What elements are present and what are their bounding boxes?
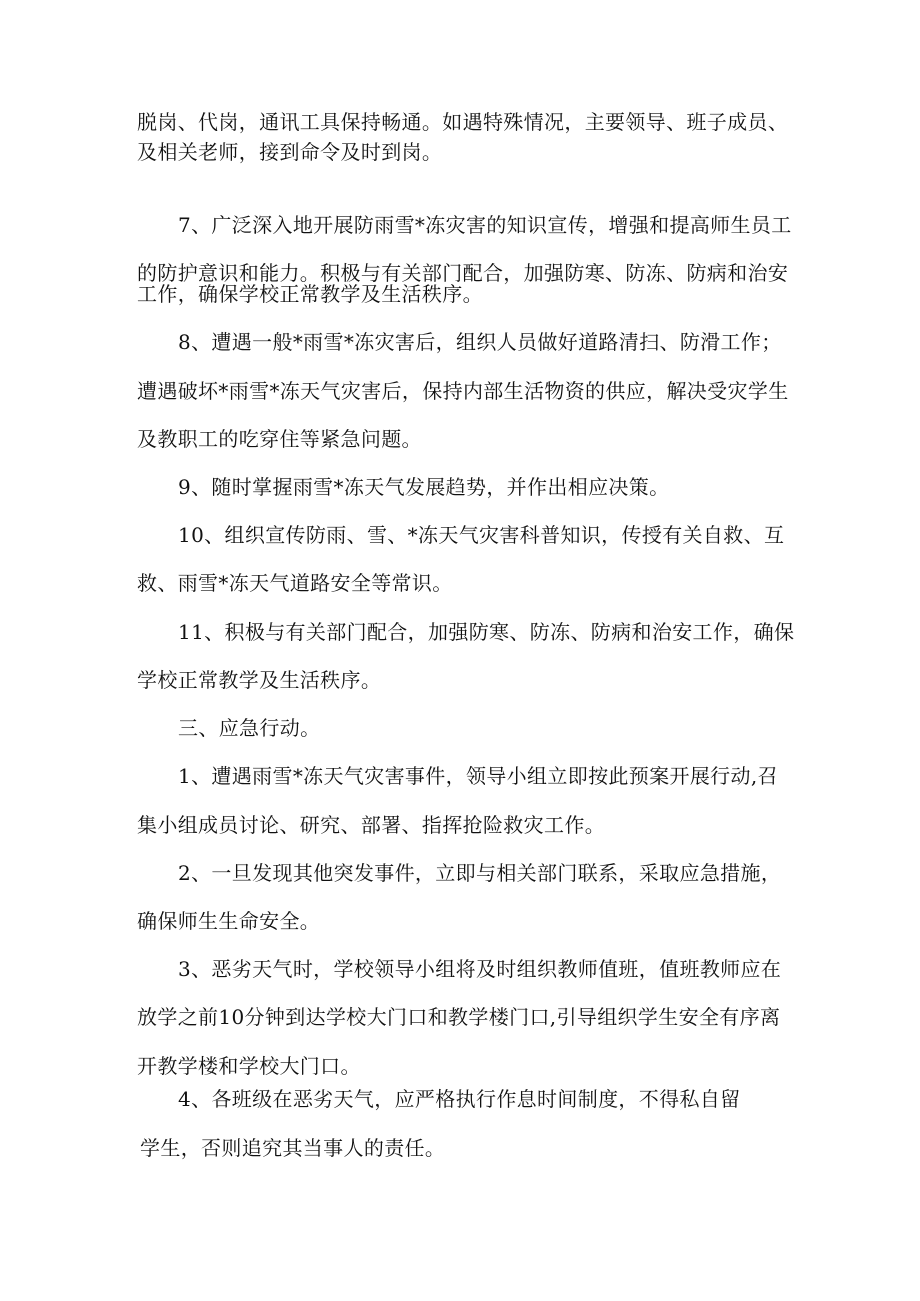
text-line: 及教职工的吃穿住等紧急问题。	[137, 427, 422, 451]
text-line: 救、雨雪*冻天气道路安全等常识。	[137, 571, 453, 595]
text-line: 11、积极与有关部门配合，加强防寒、防冻、防病和治安工作，确保	[178, 620, 795, 644]
text-line: 学校正常教学及生活秩序。	[137, 668, 382, 692]
text-line: 9、随时掌握雨雪*冻天气发展趋势，并作出相应决策。	[178, 475, 670, 499]
text-line: 放学之前10分钟到达学校大门口和教学楼门口,引导组织学生安全有序离	[137, 1005, 781, 1029]
text-line: 8、遭遇一般*雨雪*冻灾害后，组织人员做好道路清扫、防滑工作；	[178, 330, 782, 354]
text-line: 学生，否则追究其当事人的责任。	[140, 1136, 446, 1160]
text-line: 1、遭遇雨雪*冻天气灾害事件，领导小组立即按此预案开展行动,召	[178, 764, 778, 788]
text-line: 2、一旦发现其他突发事件，立即与相关部门联系，采取应急措施，	[178, 861, 782, 885]
text-line: 及相关老师，接到命令及时到岗。	[137, 140, 443, 164]
text-line: 4、各班级在恶劣天气，应严格执行作息时间制度，不得私自留	[178, 1087, 741, 1111]
text-line: 工作，确保学校正常教学及生活秩序。	[137, 282, 483, 306]
text-line: 10、组织宣传防雨、雪、*冻天气灾害科普知识，传授有关自救、互	[178, 523, 785, 547]
text-line: 的防护意识和能力。积极与有关部门配合，加强防寒、防冻、防病和治安	[137, 261, 789, 285]
text-line: 脱岗、代岗，通讯工具保持畅通。如遇特殊情况，主要领导、班子成员、	[137, 110, 789, 134]
text-line: 确保师生生命安全。	[137, 909, 321, 933]
section-heading: 三、应急行动。	[178, 716, 321, 740]
text-line: 遭遇破坏*雨雪*冻天气灾害后，保持内部生活物资的供应，解决受灾学生	[137, 379, 789, 403]
text-line: 7、广泛深入地开展防雨雪*冻灾害的知识宣传，增强和提高师生员工	[178, 213, 792, 237]
text-line: 3、恶劣天气时，学校领导小组将及时组织教师值班，值班教师应在	[178, 957, 782, 981]
text-line: 集小组成员讨论、研究、部署、指挥抢险救灾工作。	[137, 813, 606, 837]
text-line: 开教学楼和学校大门口。	[137, 1054, 361, 1078]
